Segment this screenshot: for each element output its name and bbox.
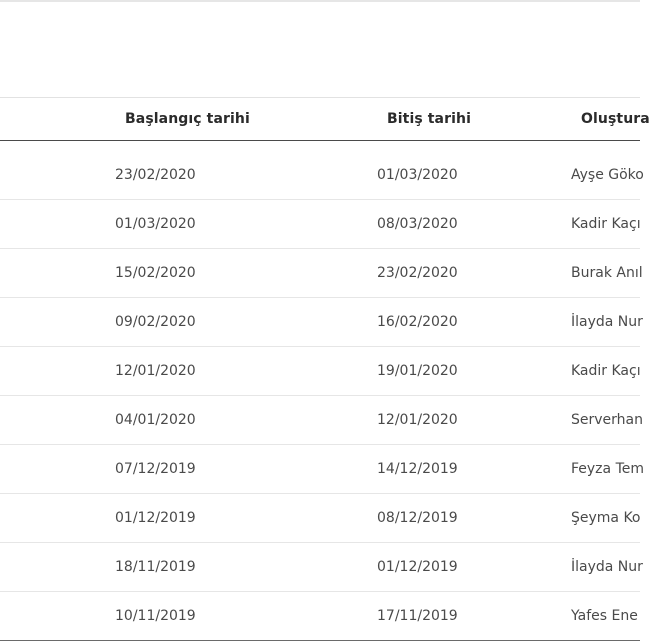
end-date-cell: 12/01/2020 [377,412,458,428]
creator-cell: Şeyma Ko [571,510,641,526]
creator-cell: Kadir Kaçı [571,216,641,232]
end-date-cell: 08/12/2019 [377,510,458,526]
creator-cell: Ayşe Göko [571,167,644,183]
table-row[interactable] [0,494,640,543]
table-row[interactable] [0,200,640,249]
creator-cell: İlayda Nur [571,559,643,575]
creator-cell: İlayda Nur [571,314,643,330]
table-row[interactable] [0,396,643,445]
top-divider [0,0,640,2]
header-start-date[interactable]: Başlangıç tarihi [125,111,250,127]
start-date-cell: 01/12/2019 [115,510,196,526]
header-end-date[interactable]: Bitiş tarihi [387,111,471,127]
table-row[interactable] [0,592,640,641]
start-date-cell: 10/11/2019 [115,608,196,624]
creator-cell: Kadir Kaçı [571,363,641,379]
table-row[interactable] [0,141,644,200]
start-date-cell: 04/01/2020 [115,412,196,428]
header-creator[interactable]: Oluştura [581,111,650,127]
table-row[interactable] [0,347,640,396]
table-body [0,141,644,641]
end-date-cell: 08/03/2020 [377,216,458,232]
start-date-cell: 09/02/2020 [115,314,196,330]
creator-cell: Feyza Tem [571,461,644,477]
start-date-cell: 12/01/2020 [115,363,196,379]
start-date-cell: 18/11/2019 [115,559,196,575]
end-date-cell: 17/11/2019 [377,608,458,624]
weeks-table [0,97,650,641]
start-date-cell: 15/02/2020 [115,265,196,281]
table-header-row [0,97,650,141]
start-date-cell: 23/02/2020 [115,167,196,183]
start-date-cell: 07/12/2019 [115,461,196,477]
table-row[interactable] [0,445,644,494]
end-date-cell: 01/03/2020 [377,167,458,183]
end-date-cell: 14/12/2019 [377,461,458,477]
end-date-cell: 16/02/2020 [377,314,458,330]
end-date-cell: 23/02/2020 [377,265,458,281]
creator-cell: Burak Anıl [571,265,643,281]
end-date-cell: 19/01/2020 [377,363,458,379]
table-row[interactable] [0,298,643,347]
table-row[interactable] [0,249,643,298]
creator-cell: Yafes Ene [571,608,638,624]
start-date-cell: 01/03/2020 [115,216,196,232]
end-date-cell: 01/12/2019 [377,559,458,575]
table-row[interactable] [0,543,643,592]
creator-cell: Serverhan [571,412,643,428]
